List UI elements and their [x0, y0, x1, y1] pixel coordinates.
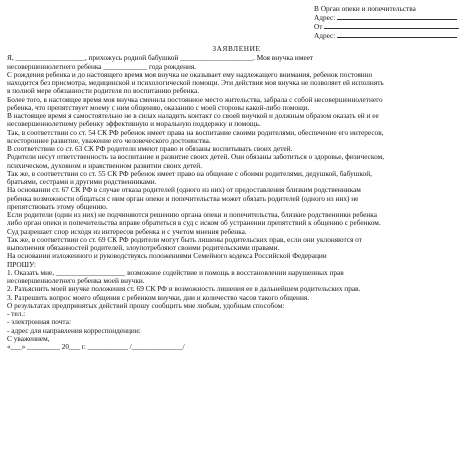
body-line: в полной мере обязанности родителя по воспитанию ребенка.	[7, 87, 200, 96]
contact-address: - адрес для направления корреспонденции:	[7, 326, 141, 335]
sender-address-blank	[337, 37, 457, 38]
body-line: Если родители (один из них) не подчиняются решению органа опеки и попечительства, близкие родственники ребенка	[7, 211, 377, 219]
body-line: всестороннее развитие, уважение его человеческого достоинства.	[7, 136, 211, 145]
body-line: На основании изложенного и руководствуясь положениями Семейного кодекса Российской Федерации	[7, 252, 327, 261]
sender-line	[314, 22, 474, 31]
body-line: несовершеннолетнему ребенку эффективную и моральную поддержку и помощь.	[7, 120, 261, 129]
closing-line: С уважением,	[7, 334, 50, 343]
body-line: либо орган опеки и попечительства вправе обратиться в суд с иском об устранении препятствий к общению с ребенком.	[7, 219, 381, 228]
document-body	[7, 54, 466, 351]
body-line: ребенка возможности общаться с ним орган опеки и попечительства может обязать родителей (одного из них) не	[7, 194, 359, 203]
body-line: препятствовать этому общению.	[7, 202, 108, 211]
contact-phone: - тел.:	[7, 310, 26, 318]
body-line: Суд разрешает спор исходя из интересов ребенка и с учетом мнения ребенка.	[7, 227, 247, 236]
body-line: находится без присмотра, медицинской и психологической помощи. Эти действия моя внучка не позволяет ей исполнять	[7, 79, 384, 87]
request-heading: ПРОШУ:	[7, 260, 36, 269]
contact-email: - электронная почта:	[7, 318, 71, 327]
body-line: Так, в соответствии со ст. 54 СК РФ ребенок имеет права на воспитание своими родителями, обеспечение его интересов,	[7, 128, 384, 137]
addressee-text: В Орган опеки и попечительства	[314, 4, 416, 13]
body-line: психическом, духовном и нравственном развитии своих детей.	[7, 161, 203, 170]
address-blank	[337, 19, 457, 20]
body-line: В настоящее время я самостоятельно не в силах наладить контакт со своей внучкой и должным образом оказать ей и ее	[7, 112, 379, 120]
body-line: выполнения обязанностей родителей, злоупотребляют своими родительскими правами.	[7, 244, 280, 252]
sender-blank	[324, 28, 459, 29]
body-line: В соответствии со ст. 63 СК РФ родители имеют право и обязаны воспитывать своих детей.	[7, 145, 293, 153]
address-line	[314, 13, 474, 22]
body-line: несовершеннолетнего ребенка ____________ года рождения.	[7, 62, 197, 71]
body-line: На основании ст. 67 СК РФ в случае отказа родителей (одного из них) от предоставления близким родственникам	[7, 186, 361, 195]
body-line: Я, ___________________, прихожусь родной бабушкой ____________________. Моя внучка имеет	[7, 54, 314, 63]
body-line: Так же, в соответствии со ст. 69 СК РФ родители могут быть лишены родительских прав, если они уклоняются от	[7, 235, 362, 244]
body-line: Родители несут ответственность за воспитание и развитие своих детей. Они обязаны заботиться о здоровье, физическом,	[7, 153, 385, 162]
sender-address-label: Адрес:	[314, 31, 336, 40]
body-line: Так же, в соответствии со ст. 55 СК РФ ребенок имеет право на общение с обоими родителями, дедушкой, бабушкой,	[7, 169, 372, 178]
addressee-block	[314, 4, 474, 40]
request-item: несовершеннолетнего ребенка моей внучки.	[7, 277, 145, 285]
body-line: ребенка, что препятствует моему с ним общению, оказанию с моей стороны какой-либо помощи.	[7, 103, 310, 112]
sender-address-line	[314, 31, 474, 40]
body-line: С рождения ребенка и до настоящего время моя внучка не оказывает ему надлежащего внимания, ребенок постоянно	[7, 70, 373, 79]
request-item: 1. Оказать мне, ___________________ возможное содействие и помощь в восстановлении нарушенных прав	[7, 268, 344, 277]
body-line: братьями, сестрами и другими родственниками.	[7, 178, 157, 186]
body-line: Более того, в настоящее время моя внучка сменила постоянное место жительства, забрала с собой несовершеннолетнего	[7, 95, 383, 104]
contact-intro: О результатах предпринятых действий прошу сообщить мне любым, удобным способом:	[7, 301, 285, 310]
request-item: 2. Разъяснить моей внучке положения ст. 69 СК РФ и возможность лишения ее в дальнейшем родительских прав.	[7, 285, 361, 294]
signature-line: «___» _________ 20___ г. ___________ /______________/	[7, 343, 185, 351]
address-label: Адрес:	[314, 13, 336, 22]
addressee-line	[314, 4, 474, 13]
request-item: 3. Разрешить вопрос моего общения с ребенком внучки, дни и количество часов такого общения.	[7, 293, 310, 302]
sender-label: От	[314, 22, 323, 31]
document-title: ЗАЯВЛЕНИЕ	[212, 44, 261, 53]
